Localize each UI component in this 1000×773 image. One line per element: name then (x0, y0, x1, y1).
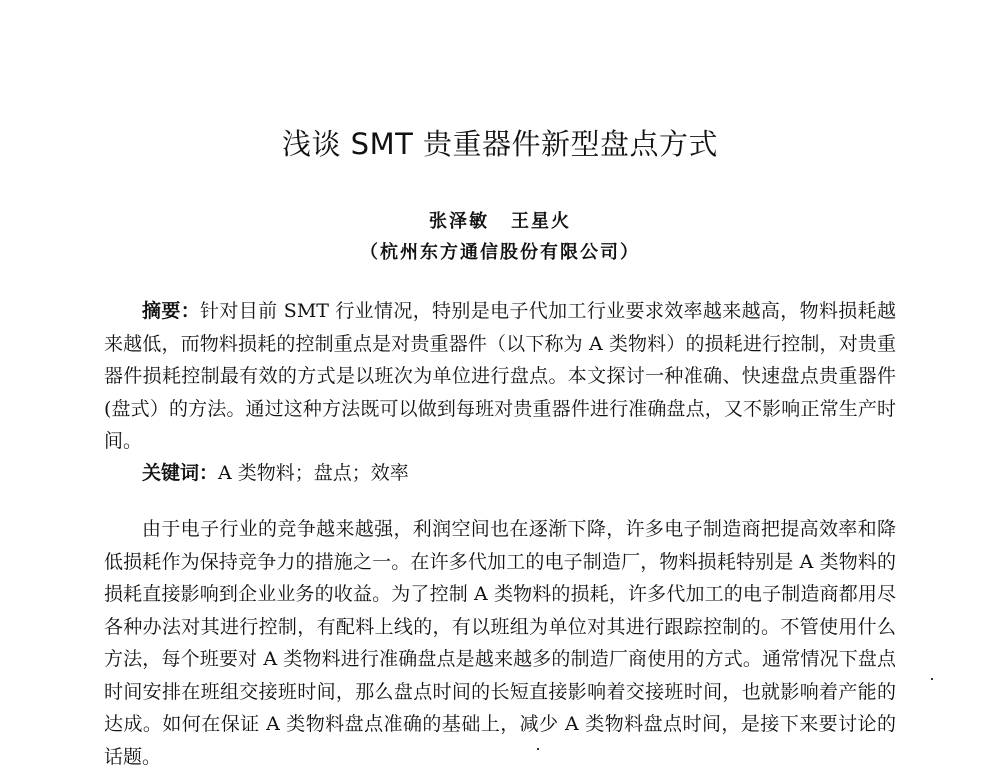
author-name: 王星火 (511, 211, 571, 232)
abstract-paragraph (104, 295, 896, 458)
keywords-label: 关键词： (142, 462, 219, 484)
keywords-line (142, 457, 896, 490)
paper-title: 浅谈 SMT 贵重器件新型盘点方式 (281, 127, 719, 161)
body-paragraph: 由于电子行业的竞争越来越强，利润空间也在逐渐下降，许多电子制造商把提高效率和降低损耗作为保持竞争力的措施之一。在许多代加工的电子制造厂，物料损耗特别是 A 类物料的损耗直接影响到企业业务的收益。为了控制 A 类物料的损耗，许多代加工的电子制造商都用尽各种办法对其进行控制，有配料上线的，有以班组为单位对其进行跟踪控制的。不管使用什么方法，每个班要对 A 类物料进行准确盘点是越来越多的制造厂商使用的方式。通常情况下盘点时间安排在班组交接班时间，那么盘点时间的长短直接影响着交接班时间，也就影响着产能的达成。如何在保证 A 类物料盘点准确的基础上，减少 A 类物料盘点时间，是接下来要讨论的话题。 (104, 518, 896, 768)
author-name: 张泽敏 (429, 211, 489, 232)
paper-authors (0, 207, 1000, 233)
keywords-text: A 类物料；盘点；效率 (218, 462, 409, 484)
abstract-label: 摘要： (142, 300, 201, 322)
author-affiliation: （杭州东方通信股份有限公司） (360, 242, 640, 263)
scan-speck (537, 748, 539, 750)
scan-speck (931, 678, 933, 680)
abstract-text: 针对目前 SMT 行业情况，特别是电子代加工行业要求效率越来越高，物料损耗越来越低，而物料损耗的控制重点是对贵重器件（以下称为 A 类物料）的损耗进行控制，对贵重器件损耗控制最有效的方式是以班次为单位进行盘点。本文探讨一种准确、快速盘点贵重器件 (盘式）的方法。通过这种方法既可以做到每班对贵重器件进行准确盘点，又不影响正常生产时间。 (104, 300, 896, 452)
